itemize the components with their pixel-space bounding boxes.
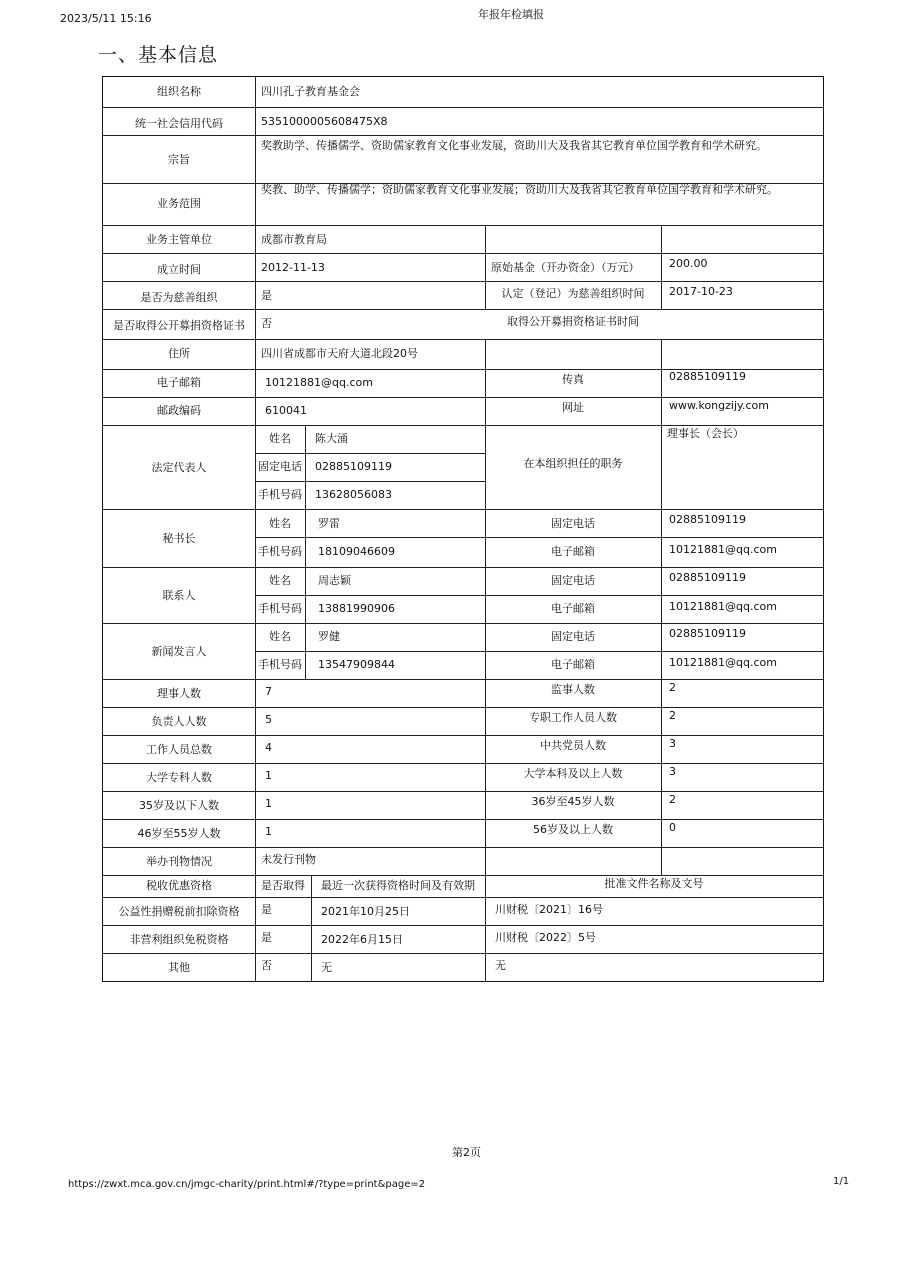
legal-rep-phone: 02885109119 [315, 460, 392, 473]
count-value: 0 [669, 821, 676, 834]
initial-fund-label: 原始基金（开办资金）（万元） [491, 261, 640, 274]
tax-label: 税收优惠资格 [146, 879, 212, 892]
credit-code-value: 5351000005608475X8 [261, 115, 388, 128]
fax-label: 传真 [562, 373, 584, 386]
secretary-mobile-label: 手机号码 [258, 545, 302, 558]
count-label: 中共党员人数 [540, 739, 606, 752]
website-label: 网址 [562, 401, 584, 414]
basic-info-table [102, 76, 824, 982]
fax-value: 02885109119 [669, 370, 746, 383]
scope-label: 业务范围 [157, 197, 201, 210]
count-value: 2 [669, 709, 676, 722]
count-value: 1 [265, 825, 272, 838]
count-value: 3 [669, 765, 676, 778]
postcode-label: 邮政编码 [157, 404, 201, 417]
secretary-phone-label: 固定电话 [551, 517, 595, 530]
website-value: www.kongzijy.com [669, 399, 769, 412]
secretary-label: 秘书长 [162, 532, 196, 545]
tax-col-time: 最近一次获得资格时间及有效期 [321, 879, 475, 892]
legal-rep-phone-label: 固定电话 [258, 460, 302, 473]
count-value: 3 [669, 737, 676, 750]
credit-code-label: 统一社会信用代码 [135, 117, 223, 130]
postcode-value: 610041 [265, 404, 307, 417]
count-value: 1 [265, 797, 272, 810]
supervisor-value: 成都市教育局 [261, 233, 327, 246]
count-label: 35岁及以下人数 [139, 799, 219, 812]
fundraising-value: 否 [261, 317, 272, 330]
spokesperson-name: 罗健 [318, 630, 340, 643]
purpose-label: 宗旨 [168, 153, 190, 166]
legal-rep-mobile-label: 手机号码 [258, 488, 302, 501]
contact-phone-label: 固定电话 [551, 574, 595, 587]
document-title: 年报年检填报 [478, 8, 544, 21]
supervisor-label: 业务主管单位 [146, 233, 212, 246]
tax-row-doc: 川财税〔2021〕16号 [495, 903, 603, 916]
contact-email: 10121881@qq.com [669, 600, 777, 613]
initial-fund-value: 200.00 [669, 257, 708, 270]
org-name-label: 组织名称 [157, 85, 201, 98]
legal-rep-mobile: 13628056083 [315, 488, 392, 501]
count-label: 56岁及以上人数 [533, 823, 613, 836]
count-value: 4 [265, 741, 272, 754]
spokesperson-phone-label: 固定电话 [551, 630, 595, 643]
purpose-value: 奖教助学、传播儒学、资助儒家教育文化事业发展，资助川大及我省其它教育单位国学教育和学术研究。 [261, 139, 767, 152]
legal-rep-name-label: 姓名 [269, 432, 291, 445]
address-label: 住所 [168, 347, 190, 360]
count-label: 专职工作人员人数 [529, 711, 617, 724]
founded-label: 成立时间 [157, 263, 201, 276]
contact-phone: 02885109119 [669, 571, 746, 584]
tax-row-label: 其他 [168, 961, 190, 974]
count-value: 2 [669, 793, 676, 806]
count-label: 工作人员总数 [146, 743, 212, 756]
scope-value: 奖教、助学、传播儒学；资助儒家教育文化事业发展；资助川大及我省其它教育单位国学教育和学术研究。 [261, 183, 778, 196]
charity-value: 是 [261, 289, 272, 302]
charity-date-label: 认定（登记）为慈善组织时间 [501, 287, 645, 300]
tax-row-obtained: 否 [261, 959, 272, 972]
tax-col-doc: 批准文件名称及文号 [604, 877, 704, 890]
count-label: 46岁至55岁人数 [137, 827, 221, 840]
address-value: 四川省成都市天府大道北段20号 [261, 347, 418, 360]
tax-row-time: 2022年6月15日 [321, 933, 403, 946]
secretary-email: 10121881@qq.com [669, 543, 777, 556]
email-value: 10121881@qq.com [265, 376, 373, 389]
secretary-name-label: 姓名 [269, 517, 291, 530]
publication-value: 未发行刊物 [261, 853, 316, 866]
tax-row-doc: 无 [495, 959, 506, 972]
count-label: 理事人数 [157, 687, 201, 700]
tax-row-time: 无 [321, 961, 332, 974]
secretary-email-label: 电子邮箱 [551, 545, 595, 558]
print-datetime: 2023/5/11 15:16 [60, 12, 152, 25]
tax-row-doc: 川财税〔2022〕5号 [495, 931, 596, 944]
count-label: 大学专科人数 [146, 771, 212, 784]
contact-name: 周志颖 [318, 574, 351, 587]
count-value: 1 [265, 769, 272, 782]
secretary-name: 罗雷 [318, 517, 340, 530]
fundraising-label: 是否取得公开募捐资格证书 [113, 319, 245, 332]
tax-row-label: 公益性捐赠税前扣除资格 [118, 905, 240, 918]
tax-row-time: 2021年10月25日 [321, 905, 410, 918]
contact-label: 联系人 [162, 589, 196, 602]
page-count: 1/1 [833, 1176, 850, 1187]
spokesperson-email: 10121881@qq.com [669, 656, 777, 669]
legal-rep-role: 理事长（会长） [667, 427, 744, 440]
count-label: 负责人人数 [151, 715, 207, 728]
org-name-value: 四川孔子教育基金会 [261, 85, 360, 98]
spokesperson-email-label: 电子邮箱 [551, 658, 595, 671]
spokesperson-label: 新闻发言人 [151, 645, 207, 658]
spokesperson-name-label: 姓名 [269, 630, 291, 643]
tax-row-label: 非营利组织免税资格 [129, 933, 229, 946]
publication-label: 举办刊物情况 [146, 855, 212, 868]
count-label: 大学本科及以上人数 [523, 767, 623, 780]
tax-row-obtained: 是 [261, 903, 272, 916]
tax-col-obtained: 是否取得 [261, 879, 305, 892]
legal-rep-name: 陈大涌 [315, 432, 348, 445]
count-value: 7 [265, 685, 272, 698]
count-value: 2 [669, 681, 676, 694]
count-value: 5 [265, 713, 272, 726]
contact-email-label: 电子邮箱 [551, 602, 595, 615]
secretary-mobile: 18109046609 [318, 545, 395, 558]
page-number: 第2页 [452, 1146, 481, 1159]
legal-rep-label: 法定代表人 [151, 461, 207, 474]
contact-mobile-label: 手机号码 [258, 602, 302, 615]
section-title: 一、基本信息 [98, 44, 219, 66]
legal-rep-role-label: 在本组织担任的职务 [523, 457, 623, 470]
secretary-phone: 02885109119 [669, 513, 746, 526]
charity-date-value: 2017-10-23 [669, 285, 733, 298]
count-label: 36岁至45岁人数 [531, 795, 615, 808]
print-url[interactable]: https://zwxt.mca.gov.cn/jmgc-charity/print.html#/?type=print&page=2 [68, 1179, 426, 1190]
fundraising-date-label: 取得公开募捐资格证书时间 [507, 315, 639, 328]
spokesperson-phone: 02885109119 [669, 627, 746, 640]
tax-row-obtained: 是 [261, 931, 272, 944]
charity-label: 是否为慈善组织 [140, 291, 218, 304]
spokesperson-mobile-label: 手机号码 [258, 658, 302, 671]
founded-value: 2012-11-13 [261, 261, 325, 274]
contact-name-label: 姓名 [269, 574, 291, 587]
count-label: 监事人数 [551, 683, 595, 696]
contact-mobile: 13881990906 [318, 602, 395, 615]
email-label: 电子邮箱 [157, 376, 201, 389]
spokesperson-mobile: 13547909844 [318, 658, 395, 671]
